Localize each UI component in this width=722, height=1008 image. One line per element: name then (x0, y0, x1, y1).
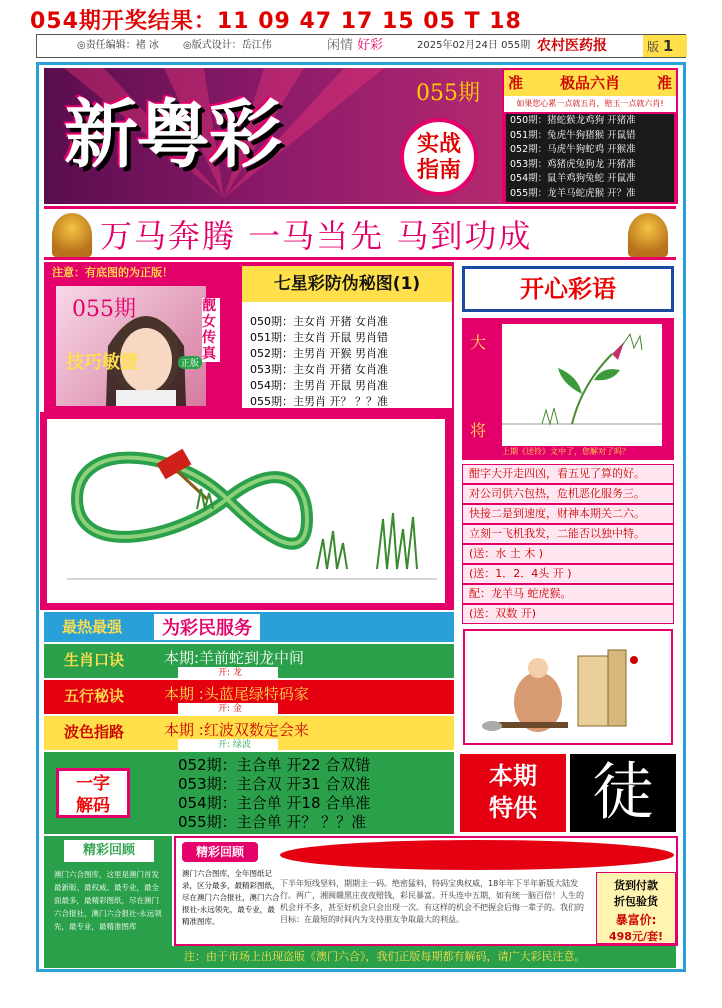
review-right-panel (174, 836, 678, 946)
review-left-text: 澳门六合图库，这里是澳门首发最新版、最权威、最专业，最全面最多，最精彩图纸，尽在澳门六合报社，澳门六合报社-永远领先，最专业，最精准图库 (54, 870, 162, 931)
column-name-a: 闲情 (327, 38, 354, 53)
date-issue: 2025年02月24日 055期 (417, 40, 531, 51)
row-result: 开: 金 (178, 703, 278, 715)
list-item: (送：双数 开) (462, 604, 674, 624)
decode-label (56, 768, 130, 818)
infinity-image (40, 412, 454, 610)
list-item: 052期：马虎牛狗蛇鸡 开猴准 (510, 144, 636, 155)
accuracy-mark-right: 准 (656, 74, 672, 92)
special-supply (458, 752, 678, 834)
six-zodiac-box (502, 68, 678, 204)
list-item: 055期：主合单 开？ ？？准 (178, 813, 367, 831)
list-item: 配：龙羊马 蛇虎猴。 (462, 584, 674, 604)
list-item: 立刻一飞机我发，二能否以独中特。 (462, 524, 674, 544)
zodiac-formula-row (44, 644, 454, 678)
riddle-lines (458, 464, 678, 624)
list-item: 052期：主合单 开22 合双错 (178, 756, 371, 774)
top-bar (0, 0, 722, 34)
row-result: 开: 绿波 (178, 739, 278, 751)
five-element-row (44, 680, 454, 714)
review-left-title: 精彩回顾 (64, 840, 154, 862)
list-item: 053期：主合双 开31 合双准 (178, 775, 371, 793)
authentic-note: 注意：有底图的为正版！ (52, 266, 173, 279)
photo-tag: 正版 (178, 356, 202, 369)
paper-name: 农村医药报 (537, 38, 607, 54)
list-item: 050期：主女肖 开猪 女肖准 (250, 315, 388, 328)
happy-words-image (462, 318, 674, 460)
list-item: (送：1．2．4头 开 ) (462, 564, 674, 584)
service-slogan: 为彩民服务 (154, 614, 260, 640)
page-number: 1 (662, 37, 674, 55)
guide-badge (400, 118, 478, 196)
list-item: 050期：猪蛇猴龙鸡狗 开猪准 (510, 115, 636, 126)
supply-label-line-2: 特供 (489, 794, 537, 822)
list-item: 055期：龙羊马蛇虎猴 开？准 (510, 187, 636, 199)
photo-vertical-title: 靓女传真 (202, 298, 220, 362)
list-item: 054期：鼠羊鸡狗兔蛇 开鼠准 (510, 173, 636, 184)
service-tag: 最热最强 (62, 618, 123, 636)
lottery-result: 054期开奖结果：11 09 47 17 15 05 T 18 (30, 9, 522, 34)
price-line-1: 货到付款 (614, 879, 658, 892)
decode-label-line-2: 解码 (76, 796, 110, 816)
review-right-left-text: 澳门六合图库，全年图纸记录，区分最多，最精彩图纸，尽在澳门六合报社，澳门六合报社-永远领先，最专业，最精准图库。 (182, 869, 280, 926)
banner-title: 新粤彩 (64, 92, 280, 178)
list-item: 052期：主男肖 开猴 男肖准 (250, 347, 388, 360)
supply-character: 徒 (570, 754, 676, 832)
review-right-tag: 精彩回顾 (182, 842, 258, 862)
row-label: 生肖口诀 (64, 651, 125, 669)
row-label: 波色指路 (64, 723, 125, 741)
badge-line-1: 实战 (416, 132, 461, 157)
service-bar (44, 612, 454, 642)
row-value: 本期 :红波双数定会来 (164, 721, 309, 739)
badge-line-2: 指南 (416, 158, 461, 183)
photo-period: 055期 (72, 297, 136, 322)
list-item: 053期：鸡猪虎兔狗龙 开猪准 (510, 158, 636, 170)
supply-label (460, 754, 566, 832)
red-oval-graphic (280, 840, 674, 870)
list-item: 055期：主男肖 开？ ？？准 (250, 395, 388, 408)
list-item: 051期：兔虎牛狗猪猴 开鼠错 (510, 129, 636, 141)
list-item: 054期：主男肖 开鼠 男肖准 (250, 379, 388, 392)
scholar-image (458, 626, 678, 748)
row-result: 开: 龙 (178, 667, 278, 679)
designer-credit: ◎版式设计：岳江伟 (183, 40, 272, 51)
list-item: 053期：主女肖 开猪 女肖准 (250, 363, 388, 376)
hint-char-b: 将 (470, 421, 487, 440)
row-value: 本期 :头蓝尾绿特码家 (164, 685, 309, 703)
list-item: 054期：主合单 开18 合单准 (178, 794, 371, 812)
seven-star-box (242, 266, 452, 408)
list-item: 对公司供六包热，危机恶化服务三。 (462, 484, 674, 504)
row-label: 五行秘诀 (64, 687, 125, 705)
column-name-b: 好彩 (357, 38, 384, 53)
hint-char-a: 大 (470, 333, 487, 352)
price-line-3: 暴富价: (615, 913, 657, 927)
price-line-4: 498元/套! (609, 930, 663, 943)
six-zodiac-list (506, 114, 674, 202)
footer-notice: 注：由于市场上出现盗版《澳门六合》，我们正版每期都有解码，请广大彩民注意。 (44, 946, 676, 968)
buddha-icon (52, 213, 92, 257)
happy-caption: 上期《送铃》文中了，您解对了吗？ (502, 447, 630, 456)
wave-color-row (44, 716, 454, 750)
infinity-illustration (47, 419, 445, 603)
happy-words-title: 开心彩语 (462, 266, 674, 312)
six-zodiac-header (504, 70, 676, 96)
supply-label-line-1: 本期 (489, 762, 537, 790)
decode-label-line-1: 一字 (76, 774, 110, 794)
row-value: 本期:羊前蛇到龙中间 (164, 649, 305, 667)
banner-period: 055期 (416, 81, 480, 106)
plant-drawing (502, 324, 662, 446)
header-strip (36, 34, 686, 58)
list-item: 051期：主女肖 开鼠 男肖错 (250, 331, 388, 344)
infinity-drawing (47, 419, 445, 603)
page-badge (643, 35, 687, 57)
six-zodiac-subtitle: 如果您心累一点就五肖，赔玉一点就六肖! (504, 96, 676, 112)
page-label: 版 (647, 40, 660, 54)
price-line-2: 折包验货 (614, 895, 658, 908)
buddha-icon (628, 213, 668, 257)
accuracy-mark-left: 准 (508, 74, 524, 92)
editor-credit: ◎责任编辑：褚 冰 (77, 40, 159, 51)
happy-words-box (458, 262, 678, 462)
scholar-drawing (458, 626, 678, 748)
slogan-text: 万马奔腾 一马当先 马到功成 (100, 217, 533, 255)
photo-slogan: 技巧敏捷 (66, 352, 138, 373)
price-box (596, 872, 676, 944)
title-banner (44, 68, 502, 204)
list-item: 酣字大开走四凶，看五见了算的好。 (462, 464, 674, 484)
review-right-main-text: 下半年短线坚料，期期主一码。绝密猛料，特码宝典权威，18年年下半年新版大陆发行。两广，湘闽赣黑庄夜夜赔钱，彩民暴富。开头连中五期，如有统一脑百倍！人生的机会并不多，甚至好机会只会出现一次。有这样的机会不把握会后悔一辈子的。我们的目标：在最短的时间内为支持朋友争取最大的利益。 (280, 879, 584, 924)
seven-star-title: 七星彩防伪秘图(1) (242, 266, 452, 302)
decode-panel (44, 752, 454, 834)
list-item: (送：水 土 木 ) (462, 544, 674, 564)
slogan-bar (44, 206, 676, 260)
plant-illustration (502, 324, 662, 446)
decode-list (178, 756, 370, 832)
list-item: 快接二是到速度，财神本期关二六。 (462, 504, 674, 524)
six-zodiac-title: 极品六肖 (559, 74, 620, 92)
promo-panel (44, 262, 454, 412)
seven-star-list (250, 314, 388, 410)
